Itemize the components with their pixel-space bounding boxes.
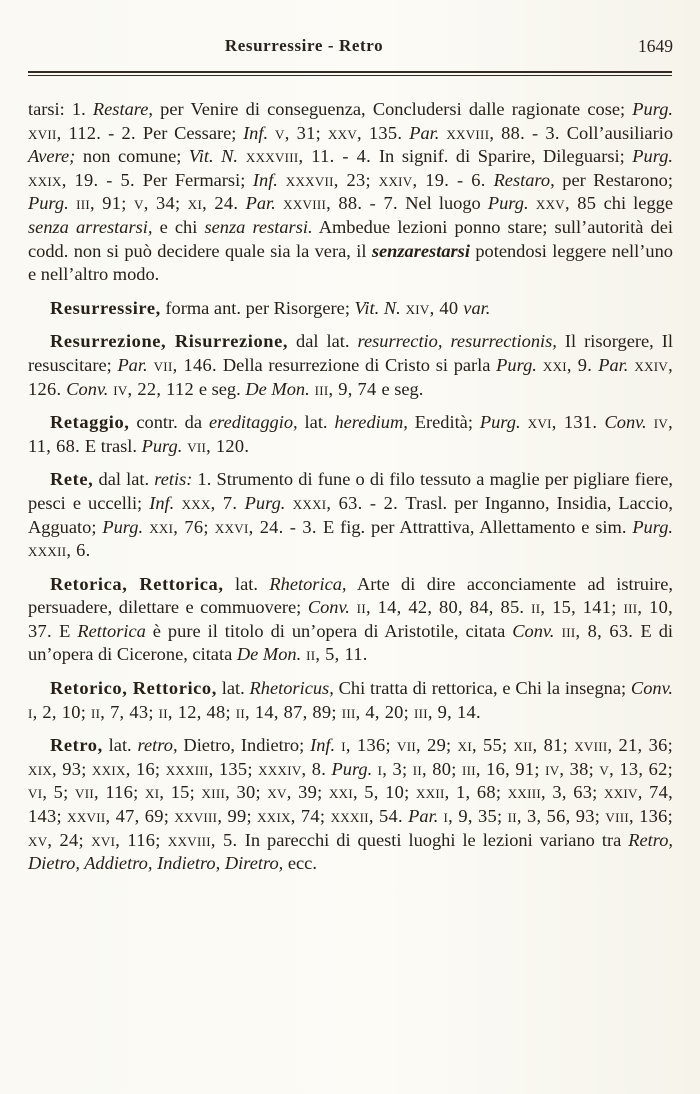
text-run: ereditaggio,	[208, 412, 298, 433]
text-run: senza arrestarsi,	[28, 216, 153, 237]
text-run: Restare,	[92, 99, 153, 119]
text-run: Inf.	[149, 492, 175, 513]
text-run: Purg.	[487, 193, 529, 214]
text-run: retis:	[154, 469, 193, 490]
text-run: Par.	[598, 354, 629, 375]
text-run: xxi, 9.	[536, 354, 599, 375]
text-run: 1. Strumento di fune o di filo tessuto a maglie per pigliare fiere, pesci e uccelli;	[28, 469, 673, 513]
text-run: In parecchi di questi luoghi le lezioni variano tra	[244, 829, 629, 850]
text-run: Rettorica	[77, 620, 146, 641]
text-run: lat.	[102, 735, 138, 756]
text-run: lat.	[297, 412, 335, 433]
text-run: potendosi leggere nell’uno e nell’altro modo.	[28, 240, 673, 285]
text-run: In signif. di Sparire, Dileguarsi;	[378, 146, 633, 167]
text-run: Avere;	[28, 146, 76, 167]
text-run: iii, 9, 74	[309, 378, 382, 399]
text-run: i, 9, 35; ii, 3, 56, 93; viii, 136; xv, 24; xvi, 116; xxviii, 5.	[28, 806, 673, 850]
text-run: Conv.	[630, 678, 673, 699]
text-run: De Mon.	[245, 378, 310, 399]
text-run: forma ant. per Risorgere;	[160, 297, 355, 318]
text-run: Coll’ausiliario	[566, 122, 674, 143]
text-run: contr. da	[129, 412, 209, 433]
text-run: iii, 8, 63.	[554, 620, 641, 641]
text-run: Per Fermarsi;	[142, 169, 253, 190]
text-run: Della resurrezione di Cristo si parla	[222, 354, 497, 375]
text-run: Inf.	[310, 735, 336, 756]
page-number: 1649	[638, 36, 673, 56]
text-run: Vit. N.	[354, 297, 401, 318]
text-run: i, 3; ii, 80; iii, 16, 91; iv, 38; v, 13, 62; vi, 5; vii, 116; xi, 15; xiii, 30; xv, 39; xxi, 5, 10; xxii, 1, 68; xxiii, 3, 63; xxiv, 74, 143; xxvii, 47, 69; xxviii, 99; xxix, 74; xxxii, 54.	[28, 758, 673, 827]
text-run: E trasl.	[84, 435, 142, 456]
text-run: E	[59, 620, 78, 641]
dictionary-paragraph	[28, 573, 673, 667]
text-run: Per Cessare;	[142, 122, 244, 143]
text-run: Retro,	[50, 735, 103, 756]
text-run: Ambedue lezioni ponno stare; sull’autorità dei codd. non si può decidere quale sia la vera, il	[28, 216, 673, 261]
text-run: E di un’opera di Cicerone, citata	[28, 620, 673, 665]
text-run: resurrectio, resurrectionis,	[357, 331, 557, 352]
text-run: Vit. N.	[188, 146, 239, 167]
text-run: xxxviii, 11. - 4.	[238, 146, 379, 167]
text-run: xxxii, 6.	[28, 540, 91, 561]
text-run: xxviii, 88. - 7.	[275, 193, 406, 214]
text-run: vii, 146.	[147, 354, 223, 375]
text-run: e chi	[152, 216, 205, 237]
text-run: Retro, Dietro, Addietro, Indietro, Diretro,	[28, 829, 673, 874]
text-run: Chi tratta di rettorica, e Chi la insegna;	[333, 678, 631, 699]
text-run: Nel luogo	[405, 193, 488, 214]
text-run: xxxi, 63. - 2.	[285, 492, 406, 513]
text-run: xvii, 112. - 2.	[28, 122, 143, 143]
text-run: Par.	[408, 806, 439, 827]
text-run: Arte di dire acconciamente ad istruire, persuadere, dilettare e commuovere;	[28, 573, 673, 618]
header-divider-rule	[28, 71, 672, 76]
dictionary-paragraph	[28, 297, 673, 321]
text-run: Retorico, Rettorico,	[50, 678, 217, 699]
text-run: Purg.	[632, 146, 673, 167]
text-run: Purg.	[244, 492, 286, 513]
text-run: Trasl. per Inganno, Insidia, Laccio, Agguato;	[28, 492, 673, 537]
dictionary-paragraph	[28, 330, 673, 401]
text-run: ii, 5, 11.	[301, 644, 368, 665]
text-run: Il risorgere, Il resuscitare;	[28, 331, 673, 375]
page-header	[0, 0, 700, 58]
text-body	[28, 98, 673, 876]
text-run: iv, 11, 68.	[28, 412, 673, 456]
text-run: Retaggio,	[50, 412, 130, 433]
text-run: Par.	[117, 354, 148, 375]
text-run: Purg.	[141, 435, 183, 456]
text-run: retro,	[137, 735, 178, 756]
text-run: xxiv, 126.	[28, 354, 673, 399]
text-run: Resurrezione, Risurrezione,	[50, 331, 289, 352]
text-run: non comune;	[75, 146, 189, 167]
text-run: xxx, 7.	[174, 492, 245, 513]
text-run: Purg.	[331, 758, 373, 779]
text-run: xxviii, 88. - 3.	[439, 122, 567, 143]
text-run: e seg.	[381, 378, 424, 399]
text-run: Eredità;	[407, 412, 480, 433]
dictionary-paragraph	[28, 411, 673, 458]
text-run: lat.	[223, 573, 270, 594]
text-run: Purg.	[496, 354, 537, 375]
text-run: e seg.	[198, 378, 246, 399]
text-run: Conv.	[604, 412, 647, 433]
text-run: Rhetoricus,	[249, 678, 334, 699]
text-run: v, 31; xxv, 135.	[268, 122, 410, 143]
text-run: xvi, 131.	[520, 412, 605, 433]
text-run: senzarestarsi	[371, 240, 470, 261]
text-run: i, 136; vii, 29; xi, 55; xii, 81; xviii, 21, 36; xix, 93; xxix, 16; xxxiii, 135; xxxiv, 8.	[28, 735, 673, 779]
text-run: var.	[463, 297, 491, 318]
text-run: xxix, 19. - 5.	[28, 169, 143, 190]
text-run: Conv.	[512, 620, 555, 641]
text-run: Conv.	[307, 597, 350, 618]
text-run: Restaro,	[493, 169, 555, 190]
text-run: xxxvii, 23; xxiv, 19. - 6.	[277, 169, 494, 190]
text-run: ii, 14, 42, 80, 84, 85. ii, 15, 141; iii, 10, 37.	[28, 597, 673, 641]
text-run: heredium,	[334, 412, 408, 433]
text-run: Purg.	[479, 412, 521, 433]
text-run: Inf.	[243, 122, 269, 143]
text-run: E fig. per Attrattiva, Allettamento e sim.	[322, 516, 633, 537]
text-run: De Mon.	[236, 644, 302, 665]
text-run: dal lat.	[93, 469, 155, 490]
text-run: Purg.	[28, 193, 69, 214]
text-run: Rete,	[50, 469, 94, 490]
text-run: i, 2, 10; ii, 7, 43; ii, 12, 48; ii, 14, 87, 89; iii, 4, 20; iii, 9, 14.	[28, 701, 481, 722]
text-run: xiv, 40	[400, 297, 464, 318]
text-run: Resurressire,	[50, 297, 161, 318]
text-run: è pure il titolo di un’opera di Aristotile, citata	[145, 620, 513, 641]
text-run: iv, 22, 112	[108, 378, 199, 399]
text-run: Inf.	[252, 169, 278, 190]
text-run: Purg.	[632, 99, 673, 119]
dictionary-paragraph	[28, 98, 673, 287]
text-run: Retorica, Rettorica,	[50, 573, 224, 594]
text-run: senza restarsi.	[204, 216, 313, 237]
text-run: Rhetorica,	[269, 573, 347, 594]
text-run: dal lat.	[288, 331, 358, 352]
text-run: per Venire di conseguenza, Concludersi dalle ragionate cose;	[153, 99, 633, 119]
text-run: xxi, 76; xxvi, 24. - 3.	[143, 516, 323, 537]
text-run: chi legge	[603, 193, 674, 214]
text-run: iii, 91; v, 34; xi, 24.	[68, 193, 246, 214]
text-run: Dietro, Indietro;	[177, 735, 311, 756]
text-run: Par.	[245, 193, 276, 214]
text-run: Purg.	[102, 516, 144, 537]
text-run: Par.	[409, 122, 440, 143]
text-run: Purg.	[632, 516, 674, 537]
text-run: per Restarono;	[554, 169, 673, 190]
text-run: ecc.	[283, 853, 317, 874]
dictionary-paragraph	[28, 677, 673, 724]
text-run: xxv, 85	[528, 193, 604, 214]
text-run: lat.	[216, 678, 250, 699]
dictionary-paragraph	[28, 468, 673, 562]
text-run: vii, 120.	[182, 435, 250, 456]
text-run: tarsi: 1.	[28, 99, 93, 119]
running-head: Resurressire - Retro	[224, 36, 384, 55]
text-run: Conv.	[66, 378, 109, 399]
dictionary-paragraph	[28, 734, 673, 876]
